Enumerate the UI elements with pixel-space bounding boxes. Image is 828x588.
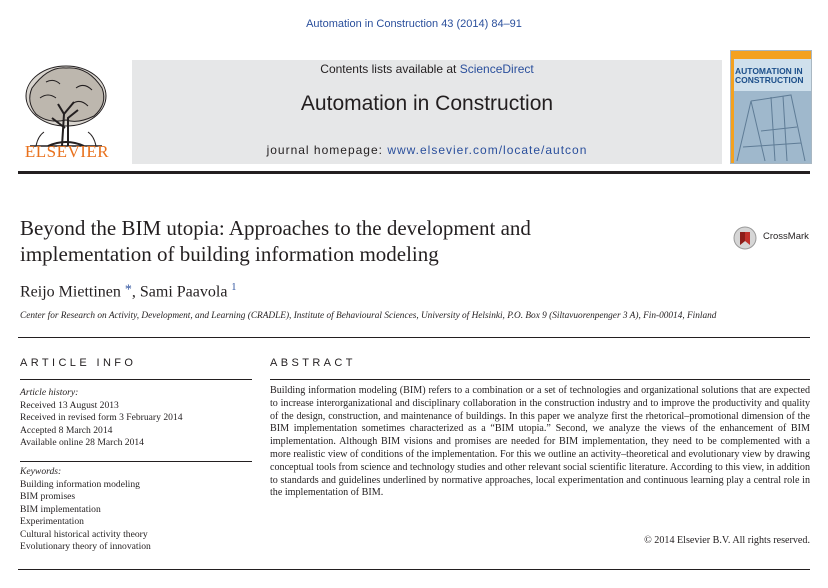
masthead-band — [132, 60, 722, 164]
cover-title-line2: CONSTRUCTION — [735, 75, 804, 85]
keywords-block — [20, 466, 252, 554]
keyword-item: BIM promises — [20, 491, 76, 502]
keyword-item: Experimentation — [20, 516, 84, 527]
article-title — [20, 215, 700, 267]
contents-line — [132, 62, 722, 76]
footer-divider — [18, 569, 810, 570]
article-history — [20, 387, 252, 450]
history-entry: Received 13 August 2013 — [20, 399, 119, 411]
publisher-name: ELSEVIER — [24, 142, 110, 161]
keyword-item: Building information modeling — [20, 478, 140, 490]
article-info-divider — [20, 461, 252, 462]
keyword-item: Evolutionary theory of innovation — [20, 541, 151, 552]
copyright-notice: © 2014 Elsevier B.V. All rights reserved. — [644, 535, 810, 546]
contents-prefix: Contents lists available at — [320, 62, 460, 76]
sciencedirect-link[interactable]: ScienceDirect — [459, 62, 534, 76]
author-name[interactable]: Sami Paavola — [139, 283, 228, 301]
article-info-rule — [20, 379, 252, 380]
keywords-label: Keywords: — [20, 466, 62, 477]
author-name[interactable]: Reijo Miettinen — [20, 283, 121, 301]
cover-title-line1: AUTOMATION IN — [735, 66, 803, 76]
article-info-heading: ARTICLE INFO — [20, 357, 137, 369]
history-label: Article history: — [20, 387, 79, 398]
title-line-2: implementation of building information modeling — [20, 242, 439, 266]
title-line-1: Beyond the BIM utopia: Approaches to the development and — [20, 216, 531, 240]
corresponding-author-mark[interactable]: * — [124, 282, 132, 298]
header-divider — [18, 337, 810, 338]
crossmark-label: CrossMark — [763, 231, 809, 242]
history-entry: Accepted 8 March 2014 — [20, 424, 113, 436]
cover-title — [735, 67, 809, 85]
history-entry: Received in revised form 3 February 2014 — [20, 412, 183, 423]
homepage-prefix: journal homepage: — [266, 143, 388, 157]
journal-masthead — [18, 48, 810, 168]
journal-title: Automation in Construction — [300, 92, 554, 115]
crossmark-icon — [732, 226, 758, 250]
abstract-heading: ABSTRACT — [270, 357, 356, 369]
history-entry: Available online 28 March 2014 — [20, 437, 144, 448]
footnote-mark[interactable]: 1 — [231, 282, 237, 293]
keyword-item: Cultural historical activity theory — [20, 528, 148, 540]
masthead-divider — [18, 171, 810, 174]
author-list: Reijo Miettinen *, Sami Paavola $^1$ — [20, 282, 237, 301]
author-affiliation: Center for Research on Activity, Development, and Learning (CRADLE), Institute of Behavioural Sciences, University of Helsinki, P.O. Box 9 (Siltavuorenpenger 3 A), Fin-00014, Finland — [20, 311, 717, 321]
keyword-item: BIM implementation — [20, 503, 101, 515]
journal-cover-thumbnail[interactable] — [730, 50, 812, 164]
crossmark-badge[interactable] — [730, 226, 820, 250]
homepage-line — [132, 143, 722, 157]
homepage-link[interactable]: www.elsevier.com/locate/autcon — [387, 143, 588, 157]
abstract-rule — [270, 379, 810, 380]
abstract-text: Building information modeling (BIM) refers to a combination or a set of technologies and organizational solutions that are expected to increase interorganizational and disciplinary collaboration in the construction industry and to improve the productivity and quality of the design, construction, and maintenance of buildings. In this paper we analyze first the rhetorical–promotional dimension of the BIM implementation sometimes characterized as a “BIM utopia.” Second, we analyze the views of the enhancement of BIM implementation. Although BIM visions and promises are needed for BIM implementation, they need to be complemented with a more realistic view of conditions of the implementation. For this we outline an activity–theoretical and evolutionary view by drawing conceptual tools from science and technology studies and other relevant social scientific literature. According to this view, in addition to standards and guidelines underlined by normative approaches, local experimentation and continuous learning play a central role in the implementation of BIM. — [270, 385, 810, 499]
journal-citation[interactable]: Automation in Construction 43 (2014) 84–91 — [306, 18, 522, 30]
